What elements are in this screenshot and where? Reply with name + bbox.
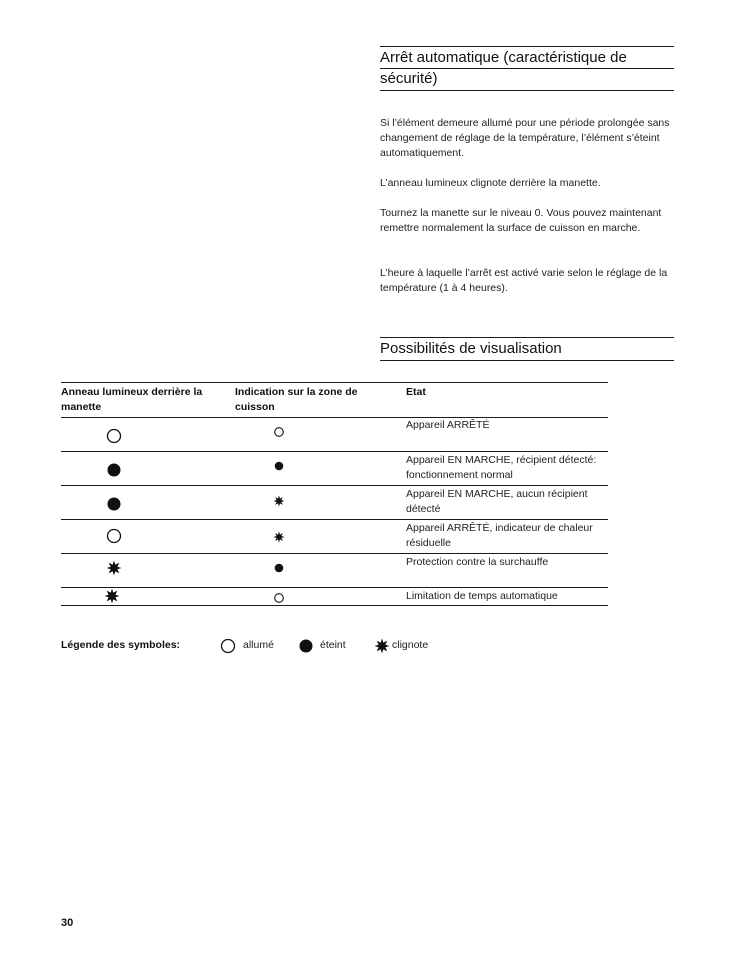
ring-cell [61, 418, 235, 452]
zone-cell [235, 418, 406, 452]
zone-blink-icon [273, 495, 285, 507]
table-row [61, 520, 608, 554]
header-ring: Anneau lumineux derrière la manette [61, 383, 235, 418]
ring-blink-icon [104, 588, 120, 604]
state-cell: Protection contre la surchauffe [406, 554, 608, 588]
legend-label: Légende des symboles: [61, 639, 181, 651]
ring-open-icon [106, 528, 122, 544]
legend-on-label: allumé [243, 639, 274, 651]
zone-filled-icon [273, 562, 285, 574]
table-header-row [61, 383, 608, 418]
table-row [61, 452, 608, 486]
legend-off-icon [298, 638, 314, 654]
zone-cell [235, 486, 406, 520]
zone-filled-icon [273, 460, 285, 472]
ring-blink-icon [106, 560, 122, 576]
table-row [61, 588, 608, 606]
auto-off-paragraph-1: Si l’élément demeure allumé pour une période prolongée sans changement de réglage de la température, l’élément s’éteint automatiquement. [380, 117, 670, 159]
auto-off-heading-line1: Arrêt automatique (caractéristique de [380, 49, 627, 66]
zone-cell [235, 588, 406, 606]
auto-off-heading-line2: sécurité) [380, 68, 674, 89]
ring-cell [61, 520, 235, 554]
zone-cell [235, 554, 406, 588]
legend-on-icon [220, 638, 236, 654]
ring-cell [61, 588, 235, 606]
ring-filled-icon [106, 496, 122, 512]
ring-cell [61, 486, 235, 520]
table-row [61, 554, 608, 588]
state-cell: Appareil ARRÊTÉ [406, 418, 608, 452]
auto-off-paragraph-2: L’anneau lumineux clignote derrière la manette. [380, 177, 601, 189]
state-cell: Appareil EN MARCHE, récipient détecté: fonctionnement normal [406, 452, 608, 486]
page-number: 30 [61, 917, 74, 929]
zone-cell [235, 452, 406, 486]
state-cell: Limitation de temps automatique [406, 588, 608, 606]
state-cell: Appareil EN MARCHE, aucun récipient détecté [406, 486, 608, 520]
ring-open-icon [106, 428, 122, 444]
auto-off-heading [380, 46, 674, 91]
display-states-table [61, 382, 608, 606]
ring-filled-icon [106, 462, 122, 478]
legend-blink-icon [374, 638, 390, 654]
zone-cell [235, 520, 406, 554]
auto-off-paragraph-3: Tournez la manette sur le niveau 0. Vous pouvez maintenant remettre normalement la surface de cuisson en marche. [380, 207, 662, 234]
legend-off-label: éteint [320, 639, 346, 651]
header-state: Etat [406, 383, 608, 418]
ring-cell [61, 554, 235, 588]
table-row [61, 418, 608, 452]
table-row [61, 486, 608, 520]
auto-off-paragraph-4: L’heure à laquelle l’arrêt est activé varie selon le réglage de la température (1 à 4 heures). [380, 267, 668, 294]
zone-open-icon [273, 426, 285, 438]
display-options-heading: Possibilités de visualisation [380, 337, 674, 361]
header-zone: Indication sur la zone de cuisson [235, 383, 406, 418]
zone-blink-icon [273, 531, 285, 543]
zone-open-icon [273, 592, 285, 604]
state-cell: Appareil ARRÊTÉ, indicateur de chaleur résiduelle [406, 520, 608, 554]
ring-cell [61, 452, 235, 486]
legend-blink-label: clignote [392, 639, 429, 651]
